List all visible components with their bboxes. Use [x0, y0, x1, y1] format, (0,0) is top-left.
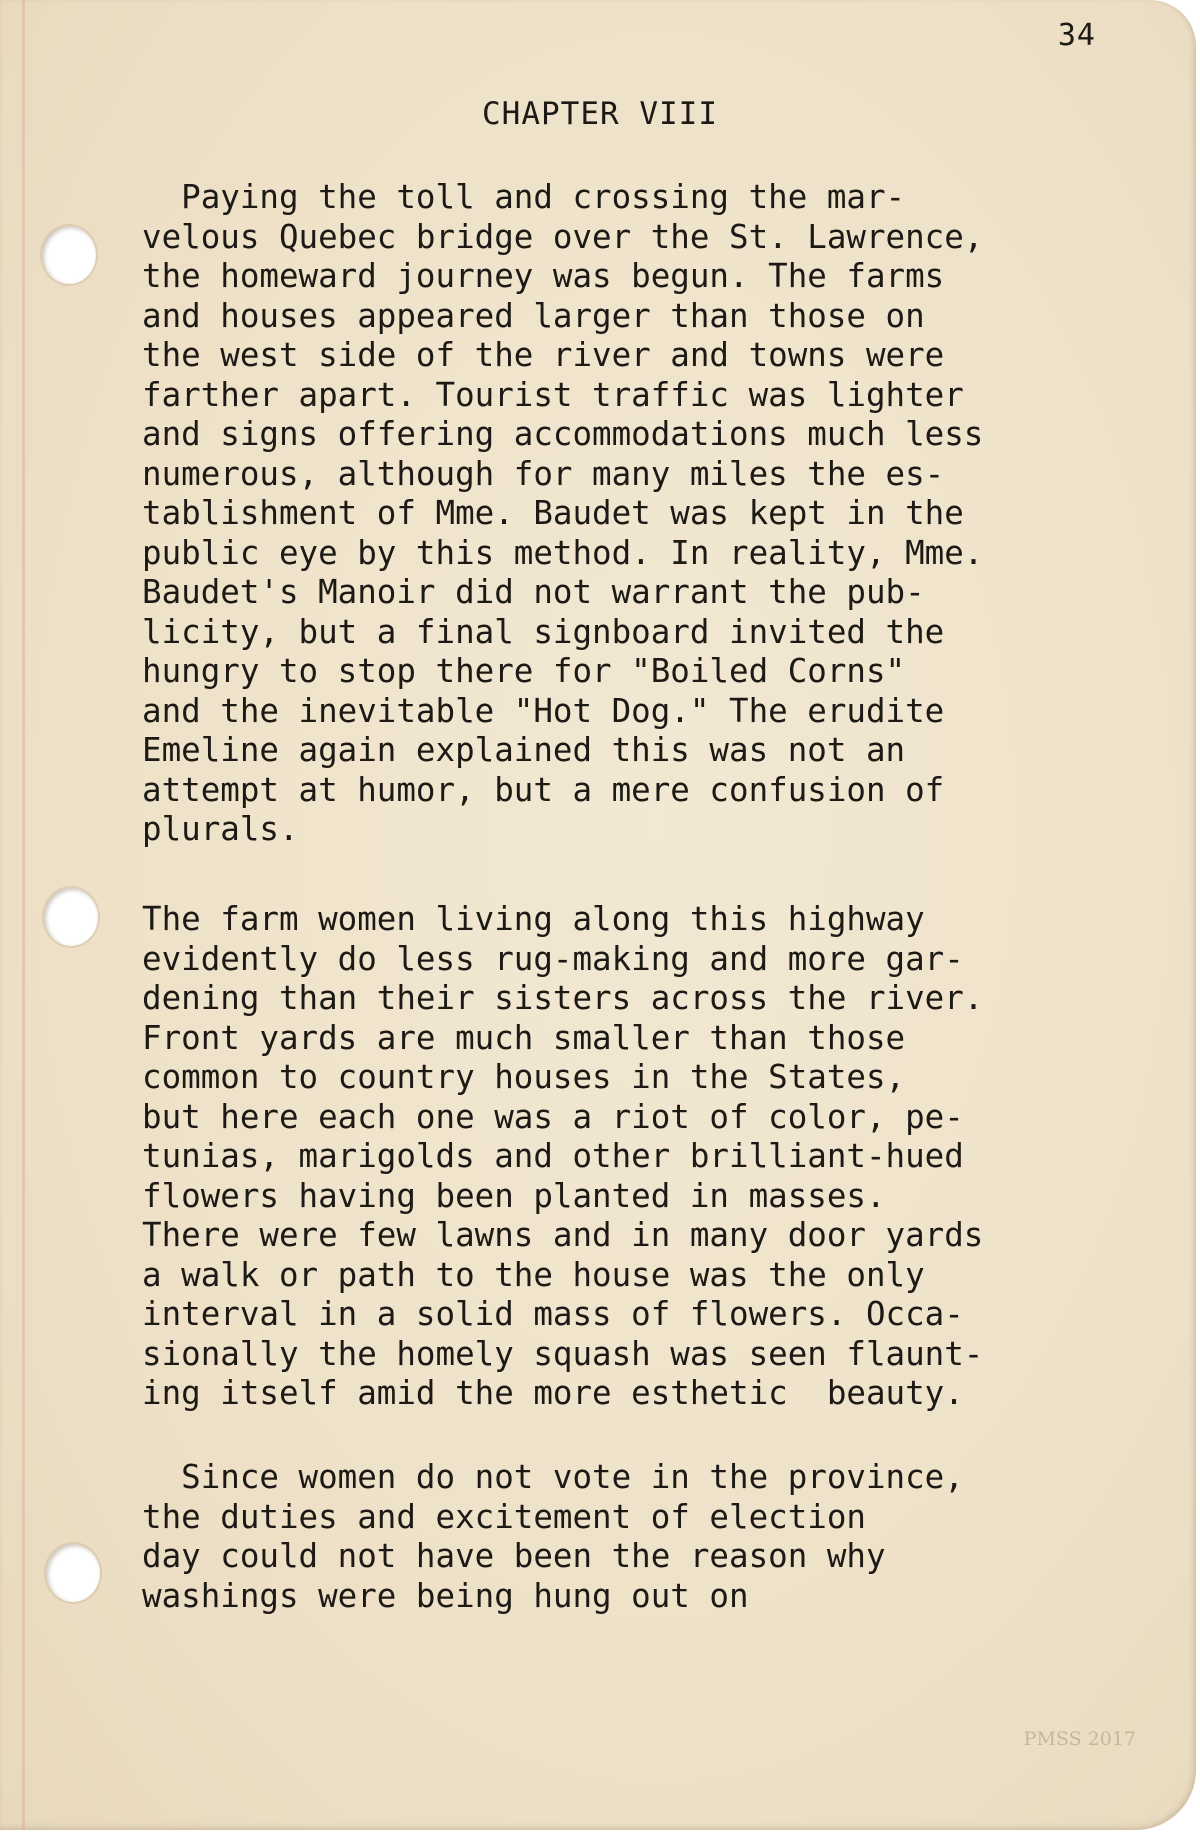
text-line: Paying the toll and crossing the mar- [142, 178, 906, 216]
text-line: the homeward journey was begun. The farms [142, 257, 945, 295]
text-line: sionally the homely squash was seen flaunt- [142, 1334, 984, 1373]
text-line: tunias, marigolds and other brilliant-hued [142, 1137, 964, 1175]
text-line: There were few lawns and in many door yards [142, 1216, 984, 1254]
margin-line [22, 0, 25, 1830]
text-line: ing itself amid the more esthetic beauty. [142, 1374, 964, 1412]
text-line: The farm women living along this highway [142, 900, 925, 938]
paragraph-2 [142, 900, 983, 1414]
text-line: and houses appeared larger than those on [142, 296, 925, 335]
text-line: Front yards are much smaller than those [142, 1018, 906, 1057]
text-line: Baudet's Manoir did not warrant the pub- [142, 573, 925, 611]
page-number: 34 [1057, 18, 1096, 53]
text-line: numerous, although for many miles the es- [142, 454, 945, 493]
text-line: a walk or path to the house was the only [142, 1255, 925, 1294]
text-line: licity, but a final signboard invited the [142, 612, 945, 651]
text-line: and the inevitable "Hot Dog." The erudite [142, 691, 945, 730]
text-line: dening than their sisters across the river. [142, 979, 984, 1017]
text-line: and signs offering accommodations much less [142, 415, 984, 453]
text-line: the west side of the river and towns were [142, 336, 945, 374]
text-line: flowers having been planted in masses. [142, 1176, 886, 1215]
paragraph-1 [142, 178, 983, 850]
text-line: tablishment of Mme. Baudet was kept in the [142, 494, 964, 532]
text-line: interval in a solid mass of flowers. Occa- [142, 1295, 964, 1333]
text-line: plurals. [142, 810, 299, 848]
text-line: Since women do not vote in the province, [142, 1458, 964, 1496]
text-line: attempt at humor, but a mere confusion of [142, 770, 945, 809]
text-line: public eye by this method. In reality, Mme. [142, 533, 984, 572]
text-line: Emeline again explained this was not an [142, 731, 906, 769]
text-line: the duties and excitement of election [142, 1497, 866, 1536]
text-line: velous Quebec bridge over the St. Lawrence, [142, 217, 984, 256]
chapter-title: CHAPTER VIII [482, 96, 718, 132]
text-line: hungry to stop there for "Boiled Corns" [142, 652, 906, 690]
text-line: farther apart. Tourist traffic was lighter [142, 375, 964, 414]
punch-hole-middle [44, 888, 98, 946]
text-line: evidently do less rug-making and more gar- [142, 939, 964, 978]
text-line: day could not have been the reason why [142, 1537, 886, 1575]
text-line: but here each one was a riot of color, pe- [142, 1097, 964, 1136]
punch-hole-top [42, 226, 96, 284]
archive-watermark: PMSS 2017 [1023, 1728, 1136, 1750]
paragraph-3 [142, 1458, 964, 1616]
text-line: washings were being hung out on [142, 1576, 749, 1615]
text-line: common to country houses in the States, [142, 1058, 906, 1096]
punch-hole-bottom [46, 1544, 100, 1602]
